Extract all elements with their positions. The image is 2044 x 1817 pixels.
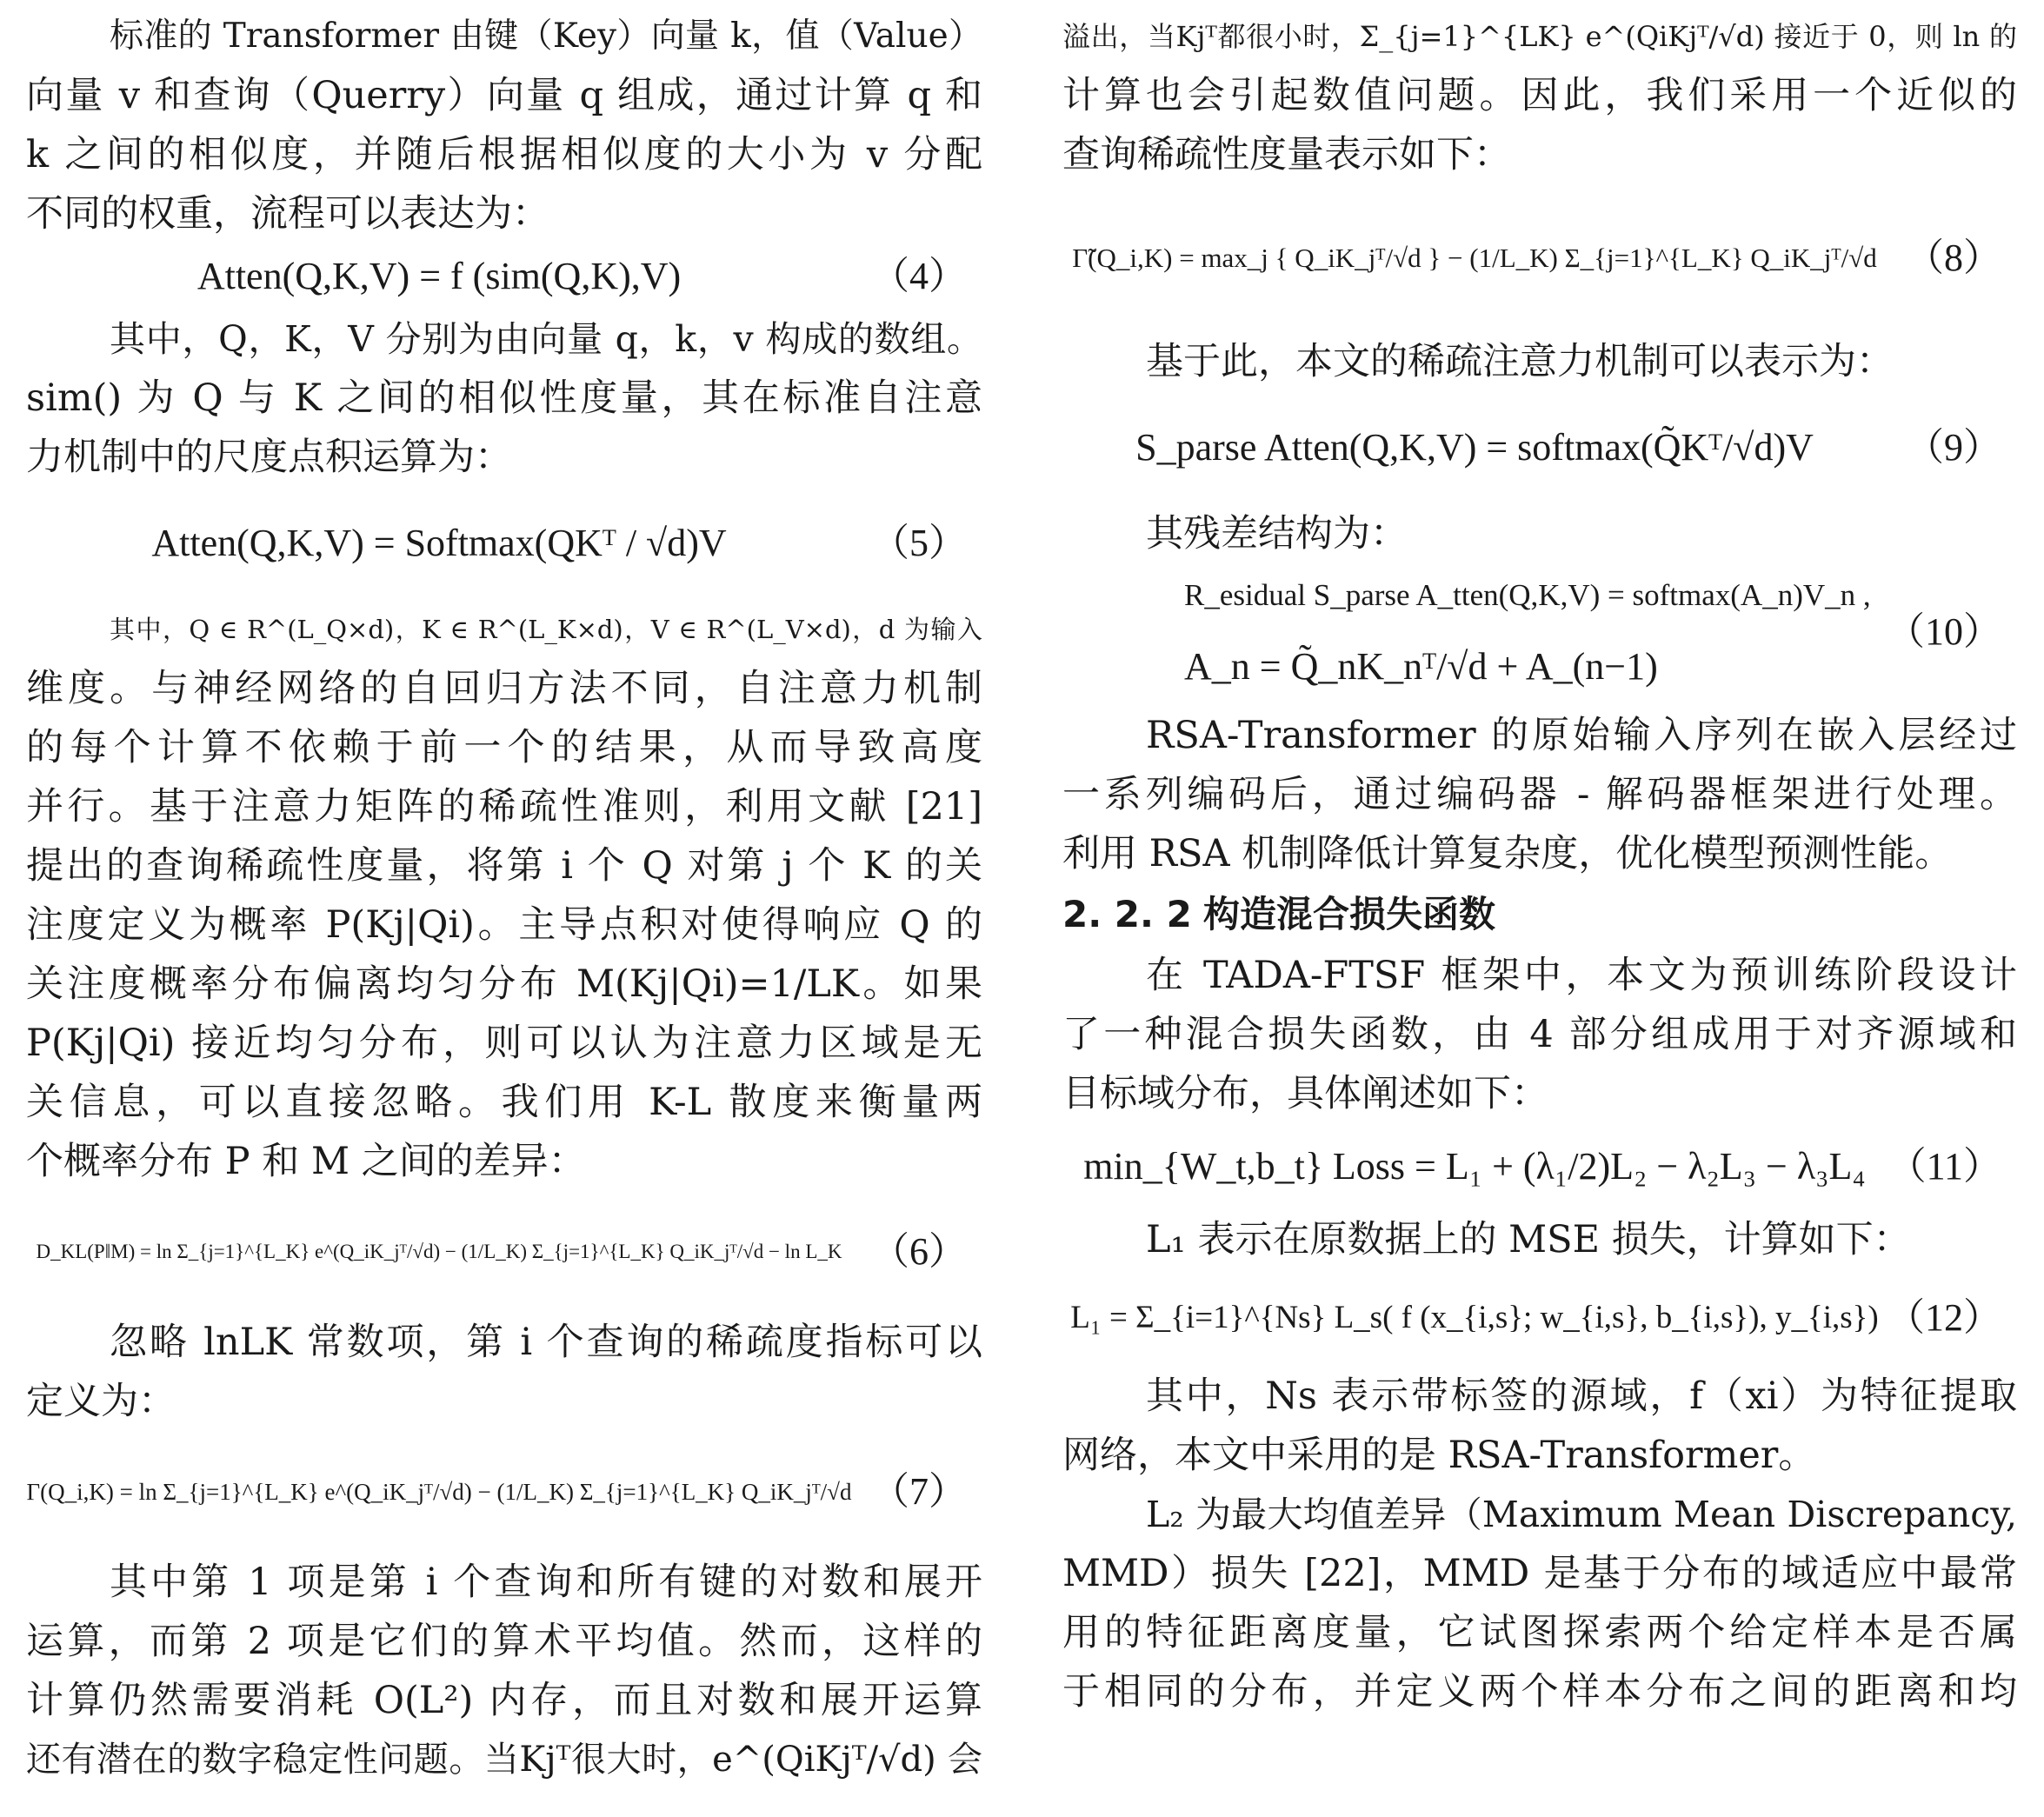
right-column	[1062, 7, 2017, 1721]
text-line: 溢出，当Kjᵀ都很小时，Σ_{j=1}^{LK} e^(QiKjᵀ/√d) 接近于 0，则 ln 的	[1062, 20, 2017, 53]
text-line: 其中，Ns 表示带标签的源域，f（xi）为特征提取	[1146, 1374, 2017, 1418]
equation-11	[1062, 1123, 2017, 1210]
equation-12	[1062, 1269, 2017, 1367]
paragraph	[26, 600, 982, 1191]
paragraph	[1062, 504, 2017, 563]
equation-body: S_parse Atten(Q,K,V) = softmax(Q̃Kᵀ/√d)V	[1135, 426, 1814, 469]
equation-body: A_n = Q̃_nK_nᵀ/√d + A_(n−1)	[1184, 645, 1658, 688]
equation-number: （5）	[871, 522, 967, 564]
equation-number: （9）	[1906, 426, 2001, 469]
equation-number: （12）	[1887, 1296, 2001, 1339]
text-line: 向量 v 和查询（Querry）向量 q 组成，通过计算 q 和	[26, 74, 982, 117]
text-line: MMD）损失 [22]，MMD 是基于分布的域适应中最常	[1062, 1552, 2017, 1595]
paragraph	[1062, 706, 2017, 883]
equation-number: （6）	[871, 1230, 967, 1273]
text-line: 定义为：	[26, 1380, 176, 1423]
equation-8	[1062, 184, 2017, 332]
equation-body: D_KL(P‖M) = ln Σ_{j=1}^{L_K} e^(Q_iK_jᵀ/√d) − (1/L_K) Σ_{j=1}^{L_K} Q_iK_jᵀ/√d − ln L_K	[36, 1241, 842, 1262]
text-line: 于相同的分布，并定义两个样本分布之间的距离和均	[1062, 1670, 2017, 1714]
equation-number: （7）	[871, 1470, 967, 1513]
text-line: 其中，Q，K，V 分别为由向量 q，k，v 构成的数组。	[110, 318, 982, 360]
equation-body: Atten(Q,K,V) = f (sim(Q,K),V)	[196, 255, 682, 297]
text-line: 标准的 Transformer 由键（Key）向量 k，值（Value）	[110, 17, 982, 56]
text-line: 基于此，本文的稀疏注意力机制可以表示为：	[1146, 340, 1894, 383]
left-column	[26, 7, 982, 1789]
paragraph	[1062, 332, 2017, 391]
section-title: 构造混合损失函数	[1203, 893, 1496, 935]
text-line: 个概率分布 P 和 M 之间的差异：	[26, 1140, 586, 1183]
text-line: 目标域分布，具体阐述如下：	[1062, 1072, 1548, 1115]
text-line: L₁ 表示在原数据上的 MSE 损失，计算如下：	[1146, 1218, 1911, 1261]
paragraph	[1062, 7, 2017, 184]
section-number: 2. 2. 2	[1062, 893, 1192, 935]
paragraph	[1062, 1210, 2017, 1269]
equation-10-line-2	[1062, 610, 2017, 706]
text-line: 计算也会引起数值问题。因此，我们采用一个近似的	[1062, 74, 2017, 117]
text-line: 关信息，可以直接忽略。我们用 K-L 散度来衡量两	[26, 1081, 982, 1124]
text-line: 运算，而第 2 项是它们的算术平均值。然而，这样的	[26, 1620, 982, 1663]
equation-body: Γ(Q_i,K) = ln Σ_{j=1}^{L_K} e^(Q_iK_jᵀ/√d) − (1/L_K) Σ_{j=1}^{L_K} Q_iK_jᵀ/√d	[26, 1479, 852, 1505]
paragraph	[26, 1553, 982, 1789]
text-line: 并行。基于注意力矩阵的稀疏性准则，利用文献 [21]	[26, 785, 982, 829]
text-line: 利用 RSA 机制降低计算复杂度，优化模型预测性能。	[1062, 832, 1953, 875]
equation-4	[26, 243, 982, 309]
text-line: 查询稀疏性度量表示如下：	[1062, 133, 1511, 176]
text-line: 忽略 lnLK 常数项，第 i 个查询的稀疏度指标可以	[110, 1321, 982, 1364]
text-line: 其中，Q ∈ R^(L_Q×d)，K ∈ R^(L_K×d)，V ∈ R^(L_V×d)，d 为输入	[110, 615, 982, 644]
equation-6	[26, 1191, 982, 1313]
text-line: 关注度概率分布偏离均匀分布 M(Kj|Qi)=1/LK。如果	[26, 962, 982, 1006]
text-line: 注度定义为概率 P(Kj|Qi)。主导点积对使得响应 Q 的	[26, 903, 982, 947]
text-line: 还有潜在的数字稳定性问题。当Kjᵀ很大时，e^(QiKjᵀ/√d) 会	[26, 1740, 982, 1780]
equation-number: （8）	[1906, 236, 2001, 279]
equation-number: （10）	[1887, 610, 2001, 653]
equation-body: L₁ = Σ_{i=1}^{Ns} L_s( f (x_{i,s}; w_{i,s}, b_{i,s}), y_{i,s})	[1070, 1300, 1879, 1335]
paragraph	[26, 1313, 982, 1431]
text-line: 其残差结构为：	[1146, 512, 1408, 556]
equation-10-line-1	[1062, 563, 2017, 628]
equation-body: min_{W_t,b_t} Loss = L₁ + (λ₁/2)L₂ − λ₂L₃ − λ₃L₄	[1083, 1145, 1866, 1188]
text-line: P(Kj|Qi) 接近均匀分布，则可以认为注意力区域是无	[26, 1022, 982, 1065]
equation-5	[26, 487, 982, 600]
text-line: 一系列编码后，通过编码器 - 解码器框架进行处理。	[1062, 773, 2017, 816]
text-line: 不同的权重，流程可以表达为：	[26, 192, 549, 236]
equation-9	[1062, 391, 2017, 504]
equation-body: Γ̃(Q_i,K) = max_j { Q_iK_jᵀ/√d } − (1/L_K) Σ_{j=1}^{L_K} Q_iK_jᵀ/√d	[1072, 243, 1877, 273]
text-line: RSA-Transformer 的原始输入序列在嵌入层经过	[1146, 714, 2017, 757]
text-line: 在 TADA-FTSF 框架中，本文为预训练阶段设计	[1146, 954, 2017, 997]
equation-body: R_esidual S_parse A_tten(Q,K,V) = softmax(A_n)V_n ,	[1184, 578, 1871, 612]
paragraph	[26, 7, 982, 243]
section-heading	[1062, 883, 2017, 946]
text-line: 计算仍然需要消耗 O(L²) 内存，而且对数和展开运算	[26, 1679, 982, 1722]
text-line: sim() 为 Q 与 K 之间的相似性度量，其在标准自注意	[26, 376, 982, 420]
text-line: k 之间的相似度，并随后根据相似度的大小为 v 分配	[26, 133, 982, 176]
equation-7	[26, 1431, 982, 1553]
text-line: 维度。与神经网络的自回归方法不同，自注意力机制	[26, 667, 982, 710]
equation-body: Atten(Q,K,V) = Softmax(QKᵀ / √d)V	[151, 522, 727, 564]
equation-number: （4）	[871, 255, 967, 297]
text-line: 用的特征距离度量，它试图探索两个给定样本是否属	[1062, 1611, 2017, 1654]
paragraph	[26, 309, 982, 487]
paragraph	[1062, 946, 2017, 1123]
text-line: 其中第 1 项是第 i 个查询和所有键的对数和展开	[110, 1561, 982, 1604]
text-line: 力机制中的尺度点积运算为：	[26, 436, 512, 479]
text-line: L₂ 为最大均值差异（Maximum Mean Discrepancy,	[1146, 1494, 2017, 1535]
text-line: 的每个计算不依赖于前一个的结果，从而导致高度	[26, 726, 982, 769]
text-line: 提出的查询稀疏性度量，将第 i 个 Q 对第 j 个 K 的关	[26, 844, 982, 888]
text-line: 了一种混合损失函数，由 4 部分组成用于对齐源域和	[1062, 1013, 2017, 1056]
equation-number: （11）	[1888, 1145, 2001, 1188]
paragraph	[1062, 1367, 2017, 1721]
text-line: 网络，本文中采用的是 RSA-Transformer。	[1062, 1434, 1816, 1477]
